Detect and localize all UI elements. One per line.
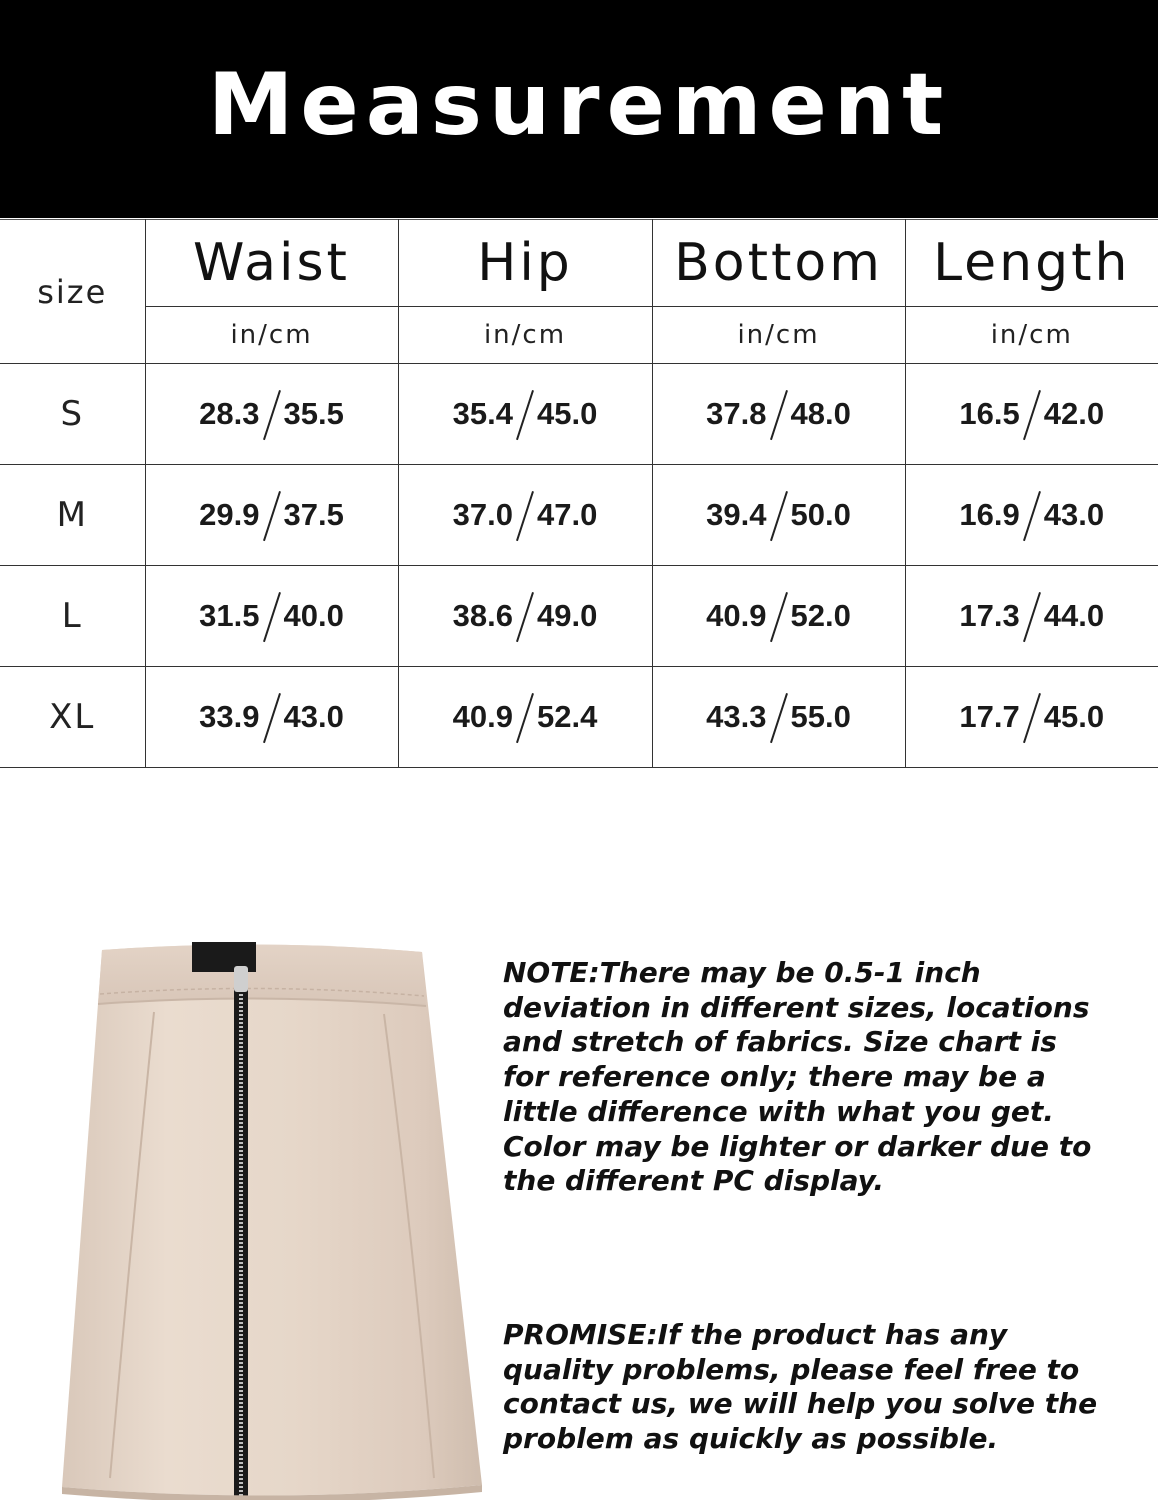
bottom-cell bbox=[652, 566, 905, 667]
size-column-header: size bbox=[0, 220, 145, 364]
cm-value: 42.0 bbox=[1043, 396, 1105, 431]
cm-value: 40.0 bbox=[283, 598, 344, 633]
divider-slash bbox=[265, 391, 279, 437]
cm-value: 43.0 bbox=[1043, 497, 1105, 532]
cm-value: 52.4 bbox=[537, 699, 598, 734]
divider-slash bbox=[772, 391, 786, 437]
inch-value: 16.5 bbox=[959, 396, 1020, 431]
length-cell bbox=[905, 364, 1158, 465]
waist-cell bbox=[145, 364, 398, 465]
length-unit: in/cm bbox=[905, 307, 1158, 364]
cm-value: 44.0 bbox=[1043, 598, 1105, 633]
divider-slash bbox=[772, 593, 786, 639]
inch-value: 39.4 bbox=[706, 497, 767, 532]
length-column-header: Length bbox=[905, 220, 1158, 307]
cm-value: 37.5 bbox=[283, 497, 344, 532]
divider-slash bbox=[265, 593, 279, 639]
cm-value: 45.0 bbox=[537, 396, 598, 431]
bottom-unit: in/cm bbox=[652, 307, 905, 364]
cm-value: 43.0 bbox=[283, 699, 344, 734]
divider-slash bbox=[518, 492, 532, 538]
cm-value: 52.0 bbox=[790, 598, 851, 633]
hip-cell bbox=[398, 364, 652, 465]
divider-slash bbox=[518, 391, 532, 437]
size-cell: L bbox=[0, 566, 145, 667]
cm-value: 48.0 bbox=[790, 396, 851, 431]
bottom-cell bbox=[652, 364, 905, 465]
inch-value: 17.3 bbox=[959, 598, 1020, 633]
inch-value: 37.0 bbox=[452, 497, 513, 532]
cm-value: 55.0 bbox=[790, 699, 851, 734]
bottom-column-header: Bottom bbox=[652, 220, 905, 307]
divider-slash bbox=[1025, 492, 1039, 538]
waist-cell bbox=[145, 465, 398, 566]
inch-value: 29.9 bbox=[199, 497, 260, 532]
hip-cell bbox=[398, 667, 652, 768]
divider-slash bbox=[265, 492, 279, 538]
inch-value: 35.4 bbox=[452, 396, 513, 431]
hip-cell bbox=[398, 465, 652, 566]
inch-value: 31.5 bbox=[199, 598, 260, 633]
divider-slash bbox=[772, 492, 786, 538]
table-row bbox=[0, 667, 1158, 768]
waist-column-header: Waist bbox=[145, 220, 398, 307]
divider-slash bbox=[265, 694, 279, 740]
cm-value: 49.0 bbox=[537, 598, 598, 633]
divider-slash bbox=[1025, 694, 1039, 740]
inch-value: 40.9 bbox=[452, 699, 513, 734]
size-cell: XL bbox=[0, 667, 145, 768]
divider-slash bbox=[1025, 391, 1039, 437]
cm-value: 50.0 bbox=[790, 497, 851, 532]
length-cell bbox=[905, 566, 1158, 667]
divider-slash bbox=[772, 694, 786, 740]
hip-cell bbox=[398, 566, 652, 667]
skirt-image bbox=[62, 930, 482, 1500]
inch-value: 38.6 bbox=[452, 598, 513, 633]
inch-value: 17.7 bbox=[959, 699, 1020, 734]
inch-value: 40.9 bbox=[706, 598, 767, 633]
size-cell: M bbox=[0, 465, 145, 566]
hip-column-header: Hip bbox=[398, 220, 652, 307]
bottom-cell bbox=[652, 667, 905, 768]
divider-slash bbox=[1025, 593, 1039, 639]
length-cell bbox=[905, 667, 1158, 768]
table-body bbox=[0, 364, 1158, 768]
size-chart-table bbox=[0, 219, 1158, 768]
divider-slash bbox=[518, 593, 532, 639]
header-banner bbox=[0, 0, 1158, 218]
table-row bbox=[0, 465, 1158, 566]
waist-cell bbox=[145, 667, 398, 768]
inch-value: 37.8 bbox=[706, 396, 767, 431]
size-cell: S bbox=[0, 364, 145, 465]
page-title: Measurement bbox=[207, 55, 951, 155]
table-row bbox=[0, 364, 1158, 465]
length-cell bbox=[905, 465, 1158, 566]
inch-value: 43.3 bbox=[706, 699, 767, 734]
cm-value: 45.0 bbox=[1043, 699, 1105, 734]
waist-cell bbox=[145, 566, 398, 667]
cm-value: 47.0 bbox=[537, 497, 598, 532]
table-row bbox=[0, 566, 1158, 667]
bottom-cell bbox=[652, 465, 905, 566]
note-text: NOTE:There may be 0.5-1 inch deviation in different sizes, locations and stretch of fabrics. Size chart is for reference only; there may be a little difference with what you get. Color may be lighter or darker due to the different PC display. bbox=[503, 956, 1092, 1198]
inch-value: 28.3 bbox=[199, 396, 260, 431]
inch-value: 16.9 bbox=[959, 497, 1020, 532]
inch-value: 33.9 bbox=[199, 699, 260, 734]
hip-unit: in/cm bbox=[398, 307, 652, 364]
cm-value: 35.5 bbox=[283, 396, 344, 431]
divider-slash bbox=[518, 694, 532, 740]
waist-unit: in/cm bbox=[145, 307, 398, 364]
promise-text: PROMISE:If the product has any quality problems, please feel free to contact us, we will help you solve the problem as quickly as possible. bbox=[503, 1318, 1098, 1456]
